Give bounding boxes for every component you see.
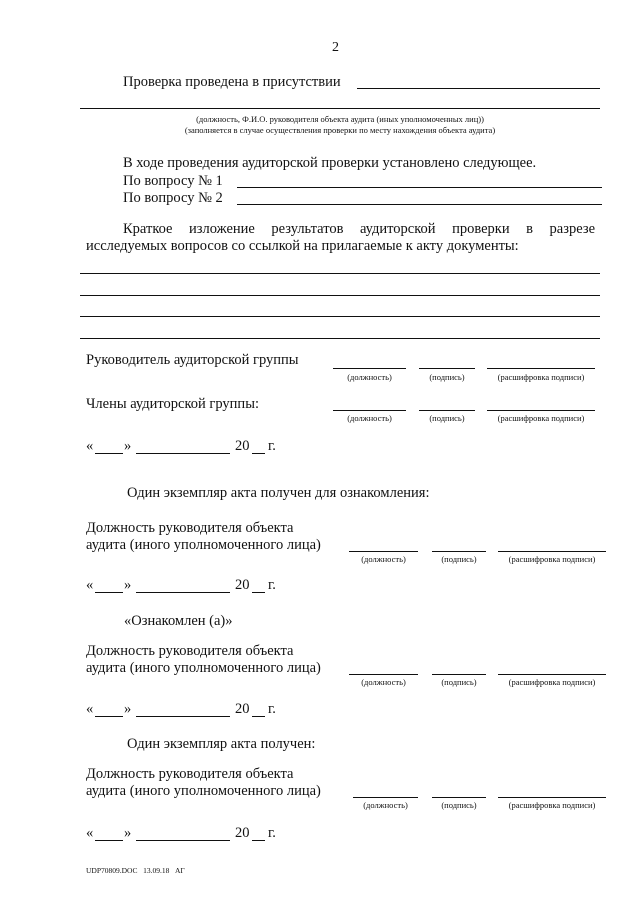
rec-position-line — [353, 797, 418, 798]
date-close-quote: » — [124, 438, 132, 454]
date-year-suffix: г. — [268, 701, 276, 717]
group-head-position-line — [333, 368, 406, 369]
date-year-line — [252, 716, 265, 717]
summary-rule-4 — [80, 338, 600, 339]
rec-decoding-line — [498, 797, 606, 798]
members-signature-line — [419, 410, 475, 411]
caption-signature: (подпись) — [441, 800, 477, 810]
findings-intro: В ходе проведения аудиторской проверки установлено следующее. — [123, 155, 537, 171]
group-head-decoding-line — [487, 368, 595, 369]
caption-decoding: (расшифровка подписи) — [497, 372, 585, 382]
summary-rule-2 — [80, 295, 600, 296]
date-month-line — [136, 592, 230, 593]
question-2-label: По вопросу № 2 — [123, 190, 223, 206]
page-number: 2 — [332, 40, 339, 55]
caption-decoding: (расшифровка подписи) — [508, 677, 596, 687]
copy-for-review: Один экземпляр акта получен для ознакомления: — [127, 485, 430, 501]
caption-signature: (подпись) — [441, 554, 477, 564]
caption-position: (должность) — [361, 554, 406, 564]
members-decoding-line — [487, 410, 595, 411]
caption-decoding: (расшифровка подписи) — [508, 800, 596, 810]
presence-label: Проверка проведена в присутствии — [123, 74, 341, 90]
review-decoding-line — [498, 551, 606, 552]
date-open-quote: « — [86, 701, 94, 717]
date-day-line — [95, 592, 123, 593]
caption-signature: (подпись) — [441, 677, 477, 687]
date-year-prefix: 20 — [235, 438, 250, 454]
caption-signature: (подпись) — [429, 413, 465, 423]
head-position-line-1: Должность руководителя объекта — [86, 643, 294, 659]
summary-rule-1 — [80, 273, 600, 274]
date-day-line — [95, 453, 123, 454]
date-day-line — [95, 716, 123, 717]
date-year-suffix: г. — [268, 577, 276, 593]
date-close-quote: » — [124, 825, 132, 841]
head-position-line-1: Должность руководителя объекта — [86, 766, 294, 782]
caption-decoding: (расшифровка подписи) — [508, 554, 596, 564]
date-year-prefix: 20 — [235, 825, 250, 841]
caption-position: (должность) — [347, 413, 392, 423]
acq-decoding-line — [498, 674, 606, 675]
caption-position: (должность) — [363, 800, 408, 810]
group-head-label: Руководитель аудиторской группы — [86, 352, 299, 368]
date-open-quote: « — [86, 577, 94, 593]
review-position-line — [349, 551, 418, 552]
question-1-label: По вопросу № 1 — [123, 173, 223, 189]
date-year-prefix: 20 — [235, 701, 250, 717]
summary-rule-3 — [80, 316, 600, 317]
date-year-line — [252, 840, 265, 841]
caption-position: (должность) — [347, 372, 392, 382]
rec-signature-line — [432, 797, 486, 798]
group-head-signature-line — [419, 368, 475, 369]
presence-line-full — [80, 108, 600, 109]
acquainted-label: «Ознакомлен (а)» — [124, 613, 233, 629]
head-position-line-2: аудита (иного уполномоченного лица) — [86, 783, 321, 799]
date-year-line — [252, 453, 265, 454]
date-month-line — [136, 840, 230, 841]
summary-line-1: Краткое изложение результатов аудиторской проверки в разрезе — [123, 221, 595, 237]
date-close-quote: » — [124, 577, 132, 593]
caption-position: (должность) — [361, 677, 406, 687]
group-members-label: Члены аудиторской группы: — [86, 396, 259, 412]
presence-caption-2: (заполняется в случае осуществления проверки по месту нахождения объекта аудита) — [184, 125, 496, 135]
review-signature-line — [432, 551, 486, 552]
date-open-quote: « — [86, 438, 94, 454]
presence-caption-1: (должность, Ф.И.О. руководителя объекта аудита (иных уполномоченных лиц)) — [196, 114, 484, 124]
date-year-suffix: г. — [268, 825, 276, 841]
copy-received: Один экземпляр акта получен: — [127, 736, 316, 752]
acq-position-line — [349, 674, 418, 675]
summary-line-2: исследуемых вопросов со ссылкой на прилагаемые к акту документы: — [86, 238, 519, 254]
date-year-line — [252, 592, 265, 593]
question-1-line — [237, 187, 602, 188]
date-year-suffix: г. — [268, 438, 276, 454]
date-day-line — [95, 840, 123, 841]
presence-line — [357, 88, 600, 89]
date-close-quote: » — [124, 701, 132, 717]
date-month-line — [136, 453, 230, 454]
date-month-line — [136, 716, 230, 717]
footer-file-info: UDP70809.DOC 13.09.18 АГ — [86, 866, 185, 875]
head-position-line-2: аудита (иного уполномоченного лица) — [86, 537, 321, 553]
head-position-line-1: Должность руководителя объекта — [86, 520, 294, 536]
acq-signature-line — [432, 674, 486, 675]
question-2-line — [237, 204, 602, 205]
members-position-line — [333, 410, 406, 411]
caption-signature: (подпись) — [429, 372, 465, 382]
caption-decoding: (расшифровка подписи) — [497, 413, 585, 423]
head-position-line-2: аудита (иного уполномоченного лица) — [86, 660, 321, 676]
date-year-prefix: 20 — [235, 577, 250, 593]
date-open-quote: « — [86, 825, 94, 841]
